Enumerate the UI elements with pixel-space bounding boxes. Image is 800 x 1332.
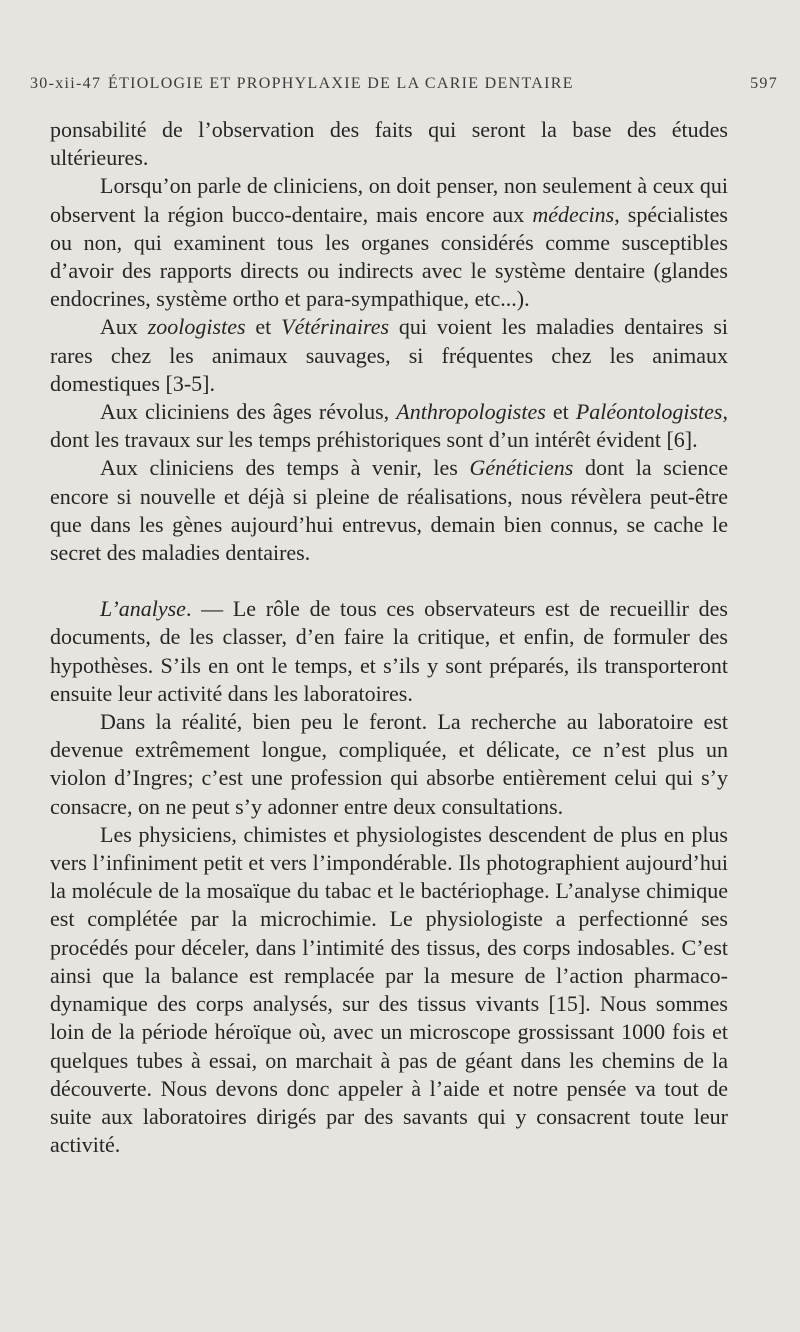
italic-term: Généticiens xyxy=(469,455,574,481)
paragraph-text: Aux cliniciens des temps à venir, les xyxy=(100,455,470,481)
italic-term: Vétérinaires xyxy=(281,314,390,340)
header-title: ÉTIOLOGIE ET PROPHYLAXIE DE LA CARIE DENTAIRE xyxy=(108,75,574,92)
running-header xyxy=(30,70,778,98)
paragraph-text: , spécialistes ou non, qui examinent tous les organes considérés comme susceptibles d’avoir des rapports directs ou indirects avec le système dentaire (glandes endocrines, système ortho et para-sympathique, etc...). xyxy=(50,201,728,312)
paragraph-text: Lorsqu’on parle de cliniciens, on doit penser, non seulement à ceux qui observent la région bucco-dentaire, mais encore aux xyxy=(50,173,728,227)
paragraph xyxy=(50,116,728,172)
italic-term: Anthropologistes xyxy=(396,399,546,425)
paragraph-text: . — Le rôle de tous ces observateurs est de recueillir des documents, de les classer, d’en faire la critique, et enfin, de formuler des hypothèses. S’ils en ont le temps, et s’ils y sont préparés, ils transporteront ensuite leur activité dans les laboratoires. xyxy=(50,596,728,706)
paragraph xyxy=(50,595,728,708)
paragraph-text: , dont les travaux sur les temps préhistoriques sont d’un intérêt évident [6]. xyxy=(50,399,728,453)
paragraph-text: Les physiciens, chimistes et physiologistes descendent de plus en plus vers l’infiniment petit et vers l’impondérable. Ils photographient aujourd’hui la molécule de la mosaïque du tabac et le bactériophage. L’analyse chimique est complétée par la microchimie. Le physiologiste a perfectionné ses procédés pour déceler, dans l’intimité des tissus, des corps indosables. C’est ainsi que la balance est remplacée par la mesure de l’action pharmacodynamique des corps analysés, sur des tissus vivants [15]. Nous sommes loin de la période héroïque où, avec un microscope grossissant 1000 fois et quelques tubes à essai, on marchait à pas de géant dans les chemins de la découverte. Nous devons donc appeler à l’aide et notre pensée va tout de suite aux laboratoires dirigés par des savants qui y consacrent toute leur activité. xyxy=(50,821,728,1158)
paragraph-text: et xyxy=(545,399,576,425)
paragraph-text: Aux cliciniens des âges révolus, xyxy=(100,399,397,425)
paragraph-text: ponsabilité de l’observation des faits qui seront la base des études ultérieures. xyxy=(50,117,728,171)
paragraph xyxy=(50,454,728,567)
paragraph-text: Aux xyxy=(100,314,148,340)
section-heading: L’analyse xyxy=(100,596,186,622)
paragraph xyxy=(50,398,728,454)
header-date: 30-xii-47 xyxy=(30,75,102,92)
page-number: 597 xyxy=(750,75,778,92)
paragraph-text: Dans la réalité, bien peu le feront. La recherche au laboratoire est devenue extrêmement longue, compliquée, et délicate, ce n’est plus un violon d’Ingres; c’est une profession qui absorbe entièrement celui qui s’y consacre, on ne peut s’y adonner entre deux consultations. xyxy=(50,709,728,819)
page xyxy=(30,70,778,1159)
paragraph xyxy=(50,313,728,398)
body-text xyxy=(50,116,728,1159)
italic-term: médecins xyxy=(532,201,615,227)
paragraph xyxy=(50,708,728,821)
italic-term: zoologistes xyxy=(147,314,246,340)
paragraph-text: et xyxy=(245,314,282,340)
paragraph xyxy=(50,172,728,313)
italic-term: Paléontologistes xyxy=(575,399,723,425)
paragraph xyxy=(50,821,728,1159)
paragraph-text: dont la science encore si nouvelle et déjà si pleine de réalisations, nous révèlera peut-être que dans les gènes aujourd’hui entrevus, demain bien connus, se cache le secret des maladies dentaires. xyxy=(50,455,728,566)
paragraph-text: qui voient les maladies dentaires si rares chez les animaux sauvages, si fréquentes chez les animaux domestiques [3-5]. xyxy=(50,314,729,396)
